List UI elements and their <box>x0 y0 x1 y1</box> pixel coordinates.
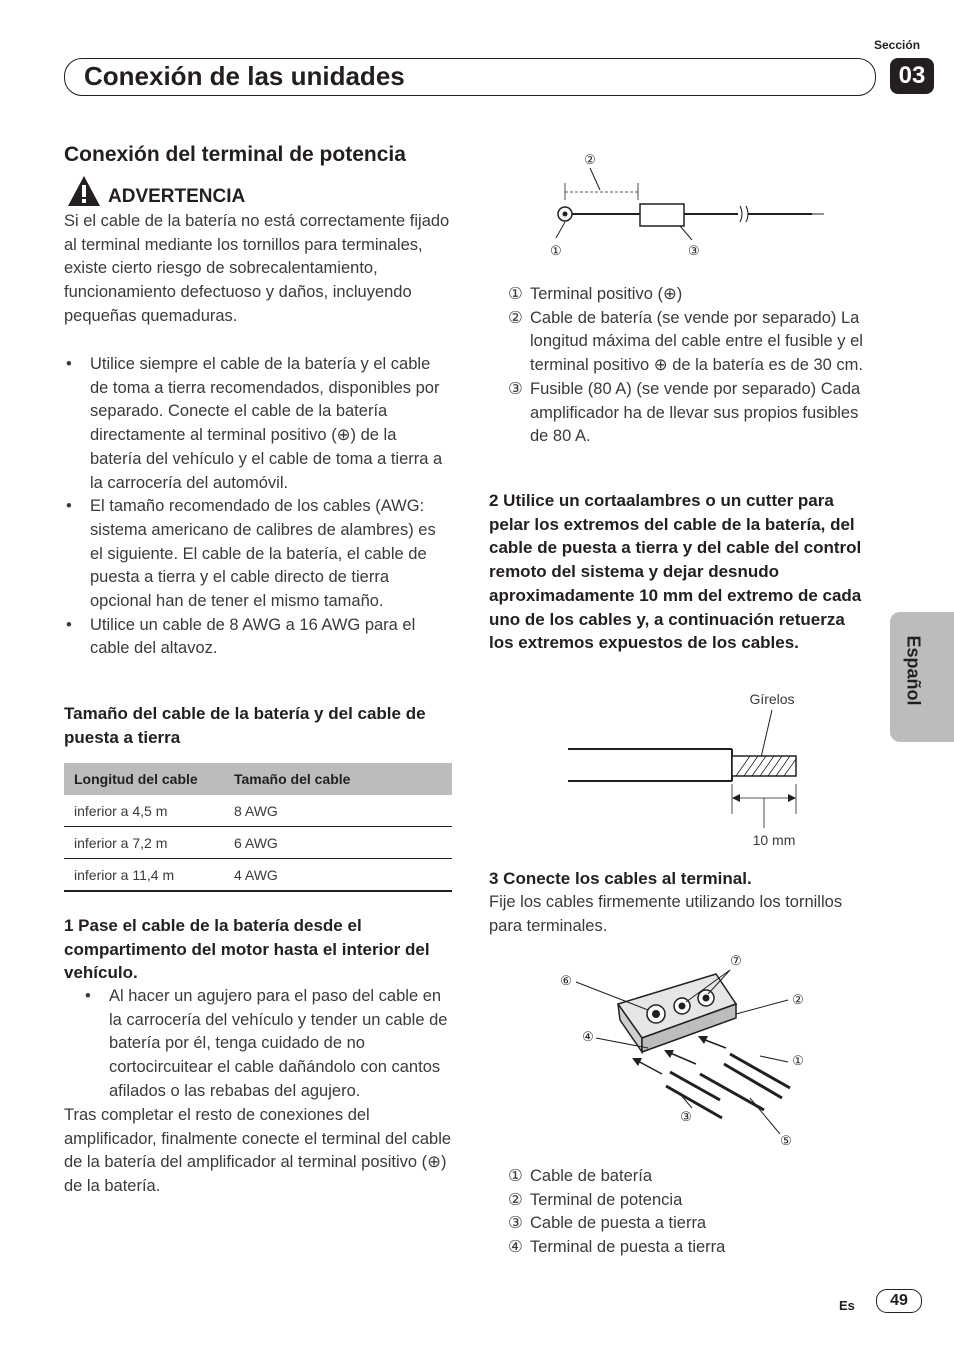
legend-text: Cable de batería (se vende por separado) La longitud máxima del cable entre el fusible y el terminal positivo ⊕ de la batería es de 30 cm. <box>530 308 863 375</box>
legend-text: Cable de puesta a tierra <box>530 1214 707 1233</box>
warning-icon <box>66 174 102 208</box>
legend-text: Terminal de puesta a tierra <box>530 1238 726 1257</box>
warning-text: Si el cable de la batería no está correctamente fijado al terminal mediante los tornillos para terminales, existe cierto riesgo de sobrecalentamiento, funcionamiento defectuoso y daños, incluyendo pequeñas quemaduras. <box>64 212 450 325</box>
recommendation-list <box>64 353 452 661</box>
list-item: • Utilice siempre el cable de la batería y el cable de toma a tierra recomendados, disponibles por separado. Conecte el cable de la batería directamente al terminal positivo (⊕) de la batería del vehículo y el cable de toma a tierra a la carrocería del automóvil. <box>64 353 452 495</box>
step-1-text: Tras completar el resto de conexiones del amplificador, finalmente conecte el terminal del cable de la batería del amplificador al terminal positivo (⊕) de la batería. <box>64 1106 452 1196</box>
table-cell: inferior a 4,5 m <box>64 795 224 827</box>
step-2-title: 2 Utilice un cortaalambres o un cutter para pelar los extremos del cable de la batería, del cable de puesta a tierra y del cable del control remoto del sistema y dejar desnudo aproximadamente 10 mm del extremo de cada uno de los cables y, a continuación retuerza los extremos expuestos de los cables. <box>489 491 862 653</box>
twist-label: Gírelos <box>749 691 795 707</box>
terminal-connection-diagram <box>550 948 820 1158</box>
diagram-label: ⑦ <box>730 953 742 968</box>
diagram-label: ① <box>792 1053 804 1068</box>
page-title: Conexión de las unidades <box>84 61 405 91</box>
list-item: • Al hacer un agujero para el paso del cable en la carrocería del vehículo y tender un cable de batería por él, tenga cuidado de no cortocircuitear el cable dañándolo con cantos afilados o las rebabas del agujero. <box>83 985 453 1104</box>
table-row <box>64 859 452 892</box>
legend-item <box>508 307 872 378</box>
legend-number: ④ <box>508 1238 523 1257</box>
step-1-list <box>83 985 453 1104</box>
legend-item <box>508 1212 872 1236</box>
diagram-label: ② <box>792 992 804 1007</box>
table-header-row <box>64 763 452 795</box>
page-number: 49 <box>876 1289 922 1313</box>
wire-strip-diagram <box>560 686 820 856</box>
diagram-label: ③ <box>680 1109 692 1124</box>
language-side-label: Español <box>903 635 924 706</box>
legend-2 <box>508 1165 872 1260</box>
section-heading: Conexión del terminal de potencia <box>64 143 406 166</box>
column-header: Longitud del cable <box>64 763 224 795</box>
diagram-label: ③ <box>688 243 700 258</box>
legend-number: ② <box>508 1190 523 1209</box>
legend-1 <box>508 283 872 449</box>
step-1-title: 1 Pase el cable de la batería desde el compartimento del motor hasta el interior del vehículo. <box>64 916 430 983</box>
step-3-title: 3 Conecte los cables al terminal. <box>489 869 752 888</box>
length-label: 10 mm <box>752 832 796 848</box>
column-header: Tamaño del cable <box>224 763 452 795</box>
diagram-label: ④ <box>582 1029 594 1044</box>
legend-number: ① <box>508 1167 523 1185</box>
table-row <box>64 827 452 859</box>
table-cell: inferior a 7,2 m <box>64 827 224 859</box>
step-3-text: Fije los cables firmemente utilizando los tornillos para terminales. <box>489 893 843 935</box>
section-number-badge: 03 <box>890 58 934 94</box>
legend-item <box>508 1189 872 1213</box>
legend-item <box>508 1236 872 1260</box>
diagram-label: ⑥ <box>560 973 572 988</box>
diagram-label: ① <box>550 243 562 258</box>
legend-text: Fusible (80 A) (se vende por separado) Cada amplificador ha de llevar sus propios fusibles de 80 A. <box>530 379 861 446</box>
table-cell: 8 AWG <box>224 795 452 827</box>
legend-item <box>508 1165 872 1189</box>
legend-text: Cable de batería <box>530 1167 653 1185</box>
warning-title: ADVERTENCIA <box>108 186 246 207</box>
section-label: Sección <box>874 38 921 52</box>
legend-item <box>508 283 872 307</box>
cable-size-table <box>64 763 452 892</box>
list-item: • Utilice un cable de 8 AWG a 16 AWG para el cable del altavoz. <box>64 614 452 661</box>
diagram-label: ⑤ <box>780 1133 792 1148</box>
table-cell: 4 AWG <box>234 866 278 883</box>
legend-number: ① <box>508 285 523 303</box>
diagram-label: ② <box>584 152 596 167</box>
legend-number: ② <box>508 308 523 327</box>
legend-item <box>508 378 872 449</box>
table-title: Tamaño del cable de la batería y del cable de puesta a tierra <box>64 704 426 747</box>
table-cell: 6 AWG <box>224 827 452 859</box>
legend-text: Terminal positivo (⊕) <box>530 285 683 303</box>
list-item: • El tamaño recomendado de los cables (AWG: sistema americano de calibres de alambres) es el siguiente. El cable de la batería, el cable de puesta a tierra y el cable directo de tierra opcional han de tener el mismo tamaño. <box>64 495 452 614</box>
legend-text: Terminal de potencia <box>530 1190 683 1209</box>
battery-cable-diagram <box>540 150 840 265</box>
legend-number: ③ <box>508 379 523 398</box>
footer-language: Es <box>839 1298 855 1313</box>
table-cell: inferior a 11,4 m <box>74 866 175 883</box>
table-row <box>64 795 452 827</box>
legend-number: ③ <box>508 1214 523 1233</box>
